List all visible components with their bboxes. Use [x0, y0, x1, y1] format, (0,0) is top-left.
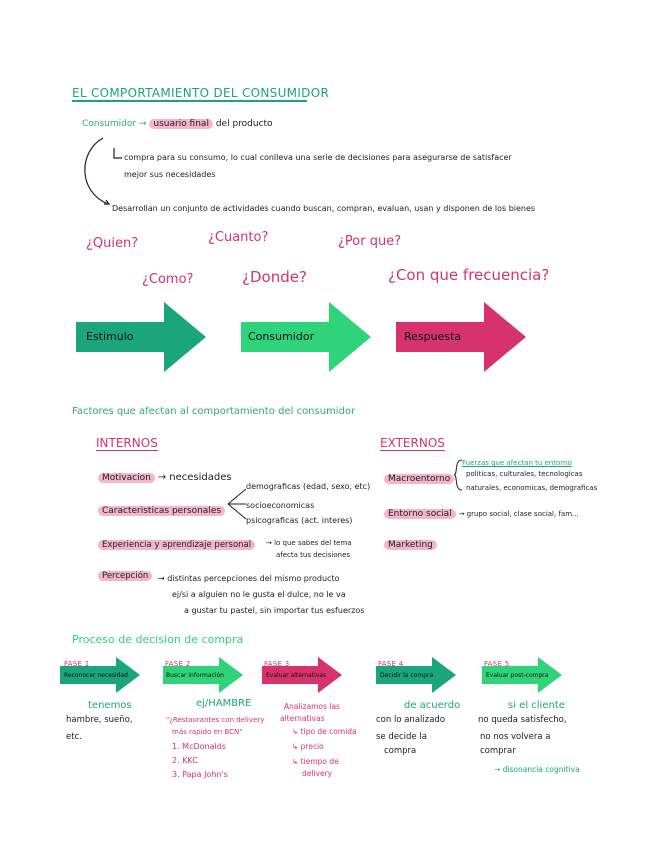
- phase-2-tag: FASE 2: [165, 660, 191, 668]
- experiencia-note-1: → lo que sabes del tema: [266, 539, 352, 547]
- del-producto-text: del producto: [215, 119, 273, 129]
- p2-note-b: "¿Restaurantes con delivery: [166, 716, 265, 724]
- phase-5-label: Evaluar post-compra: [486, 672, 549, 679]
- internos-heading: INTERNOS: [96, 436, 158, 450]
- p3-note-f: delivery: [302, 769, 333, 778]
- definition-line-1: compra para su consumo, lo cual conlleva una serie de decisiones para asegurarse de satisfacer: [124, 153, 512, 162]
- branch-brace-icon: [226, 486, 248, 522]
- entorno-social-label: Entorno social: [384, 509, 456, 519]
- psicograficas-text: psicograficas (act. interes): [246, 516, 353, 525]
- macroentorno-label: Macroentorno: [384, 474, 454, 484]
- process-title: Proceso de decision de compra: [72, 633, 244, 646]
- p2-note-f: 3. Papa John's: [172, 770, 228, 779]
- p3-note-d: ↳ precio: [292, 742, 324, 751]
- macro-line-1: Fuerzas que afectan tu entorno: [462, 459, 572, 467]
- question-frecuencia: ¿Con que frecuencia?: [388, 266, 550, 284]
- macro-brace-icon: [452, 458, 464, 492]
- question-como: ¿Como?: [142, 272, 194, 287]
- macro-line-2: politicas, culturales, tecnologicas: [466, 470, 583, 478]
- definition-line-2: mejor sus necesidades: [124, 170, 216, 179]
- marketing-label: Marketing: [384, 540, 437, 550]
- percepcion-row: [98, 571, 152, 581]
- entorno-social-note: → grupo social, clase social, fam...: [458, 510, 579, 518]
- p5-note-e: → disonancia cognitiva: [494, 765, 580, 774]
- definition-line-3: Desarrollan un conjunto de actividades cuando buscan, compran, evaluan, usan y disponen de los bienes: [112, 204, 536, 213]
- question-por-que: ¿Por que?: [338, 234, 402, 249]
- p5-note-c: no nos volvera a: [480, 732, 551, 742]
- macro-line-3: naturales, economicas, demograficas: [466, 484, 598, 492]
- externos-heading: EXTERNOS: [380, 436, 445, 450]
- stimulus-label: Estimulo: [86, 330, 134, 343]
- p3-note-c: ↳ tipo de comida: [292, 727, 357, 736]
- response-label: Respuesta: [404, 330, 462, 343]
- necesidades-text: → necesidades: [157, 472, 232, 483]
- p3-note-b: alternativas: [280, 714, 325, 723]
- demograficas-text: demograficas (edad, sexo, etc): [246, 482, 371, 491]
- percepcion-line-1: → distintas percepciones del mismo producto: [158, 574, 340, 583]
- arrow-icon: →: [138, 119, 147, 129]
- p3-note-e: ↳ tiempo de: [292, 757, 339, 766]
- entorno-social-row: [384, 509, 579, 519]
- percepcion-line-2: ej/si a alguien no le gusta el dulce, no le va: [172, 590, 346, 599]
- p4-note-a: de acuerdo: [404, 700, 461, 711]
- question-cuanto: ¿Cuanto?: [208, 230, 269, 245]
- p2-note-c: más rapido en BCN": [172, 728, 243, 736]
- page-title: EL COMPORTAMIENTO DEL CONSUMIDOR: [72, 86, 330, 100]
- macroentorno-row: [384, 474, 454, 484]
- title-underline: [72, 100, 307, 102]
- p1-note-c: etc.: [66, 732, 82, 742]
- percepcion-label: Percepción: [98, 571, 152, 581]
- phase-1-tag: FASE 1: [64, 660, 90, 668]
- p2-note-d: 1. McDonalds: [172, 742, 226, 751]
- p4-note-c: se decide la: [376, 732, 427, 742]
- phase-1-label: Reconocer necesidad: [64, 672, 128, 679]
- usuario-final-highlight: usuario final: [149, 119, 213, 129]
- phase-4-label: Decidir la compra: [380, 672, 434, 679]
- marketing-row: [384, 540, 437, 550]
- caracteristicas-row: [98, 506, 225, 516]
- experiencia-row: [98, 540, 255, 550]
- experiencia-label: Experiencia y aprendizaje personal: [98, 540, 255, 550]
- consumidor-label: Consumidor: [82, 119, 137, 129]
- motivacion-row: [98, 472, 232, 483]
- p4-note-d: compra: [384, 746, 417, 756]
- p3-note-a: Analizamos las: [284, 702, 340, 711]
- motivacion-label: Motivacion: [98, 473, 155, 483]
- question-donde: ¿Donde?: [242, 268, 307, 286]
- caracteristicas-label: Caracteristicas personales: [98, 506, 225, 516]
- percepcion-line-3: a gustar tu pastel, sin importar tus esfuerzos: [184, 606, 365, 615]
- socioeconomicas-text: socioeconomicas: [246, 501, 315, 510]
- consumer-line: [82, 119, 273, 129]
- phase-5-tag: FASE 5: [484, 660, 510, 668]
- factors-title: Factores que afectan al comportamiento del consumidor: [72, 406, 356, 417]
- p1-note-b: hambre, sueño,: [66, 715, 133, 725]
- phase-3-label: Evaluar alternativas: [266, 672, 327, 679]
- p2-note-a: ej/HAMBRE: [196, 698, 252, 709]
- experiencia-note-2: afecta tus decisiones: [276, 551, 351, 559]
- phase-4-tag: FASE 4: [378, 660, 404, 668]
- p5-note-b: no queda satisfecho,: [478, 715, 567, 725]
- p5-note-a: si el cliente: [508, 700, 565, 711]
- p4-note-b: con lo analizado: [376, 715, 446, 725]
- consumer-label: Consumidor: [248, 330, 315, 343]
- p2-note-e: 2. KKC: [172, 756, 198, 765]
- p5-note-d: comprar: [480, 746, 516, 756]
- question-quien: ¿Quien?: [86, 236, 139, 251]
- p1-note-a: tenemos: [88, 700, 132, 711]
- phase-2-label: Buscar información: [166, 672, 224, 679]
- phase-3-tag: FASE 3: [264, 660, 290, 668]
